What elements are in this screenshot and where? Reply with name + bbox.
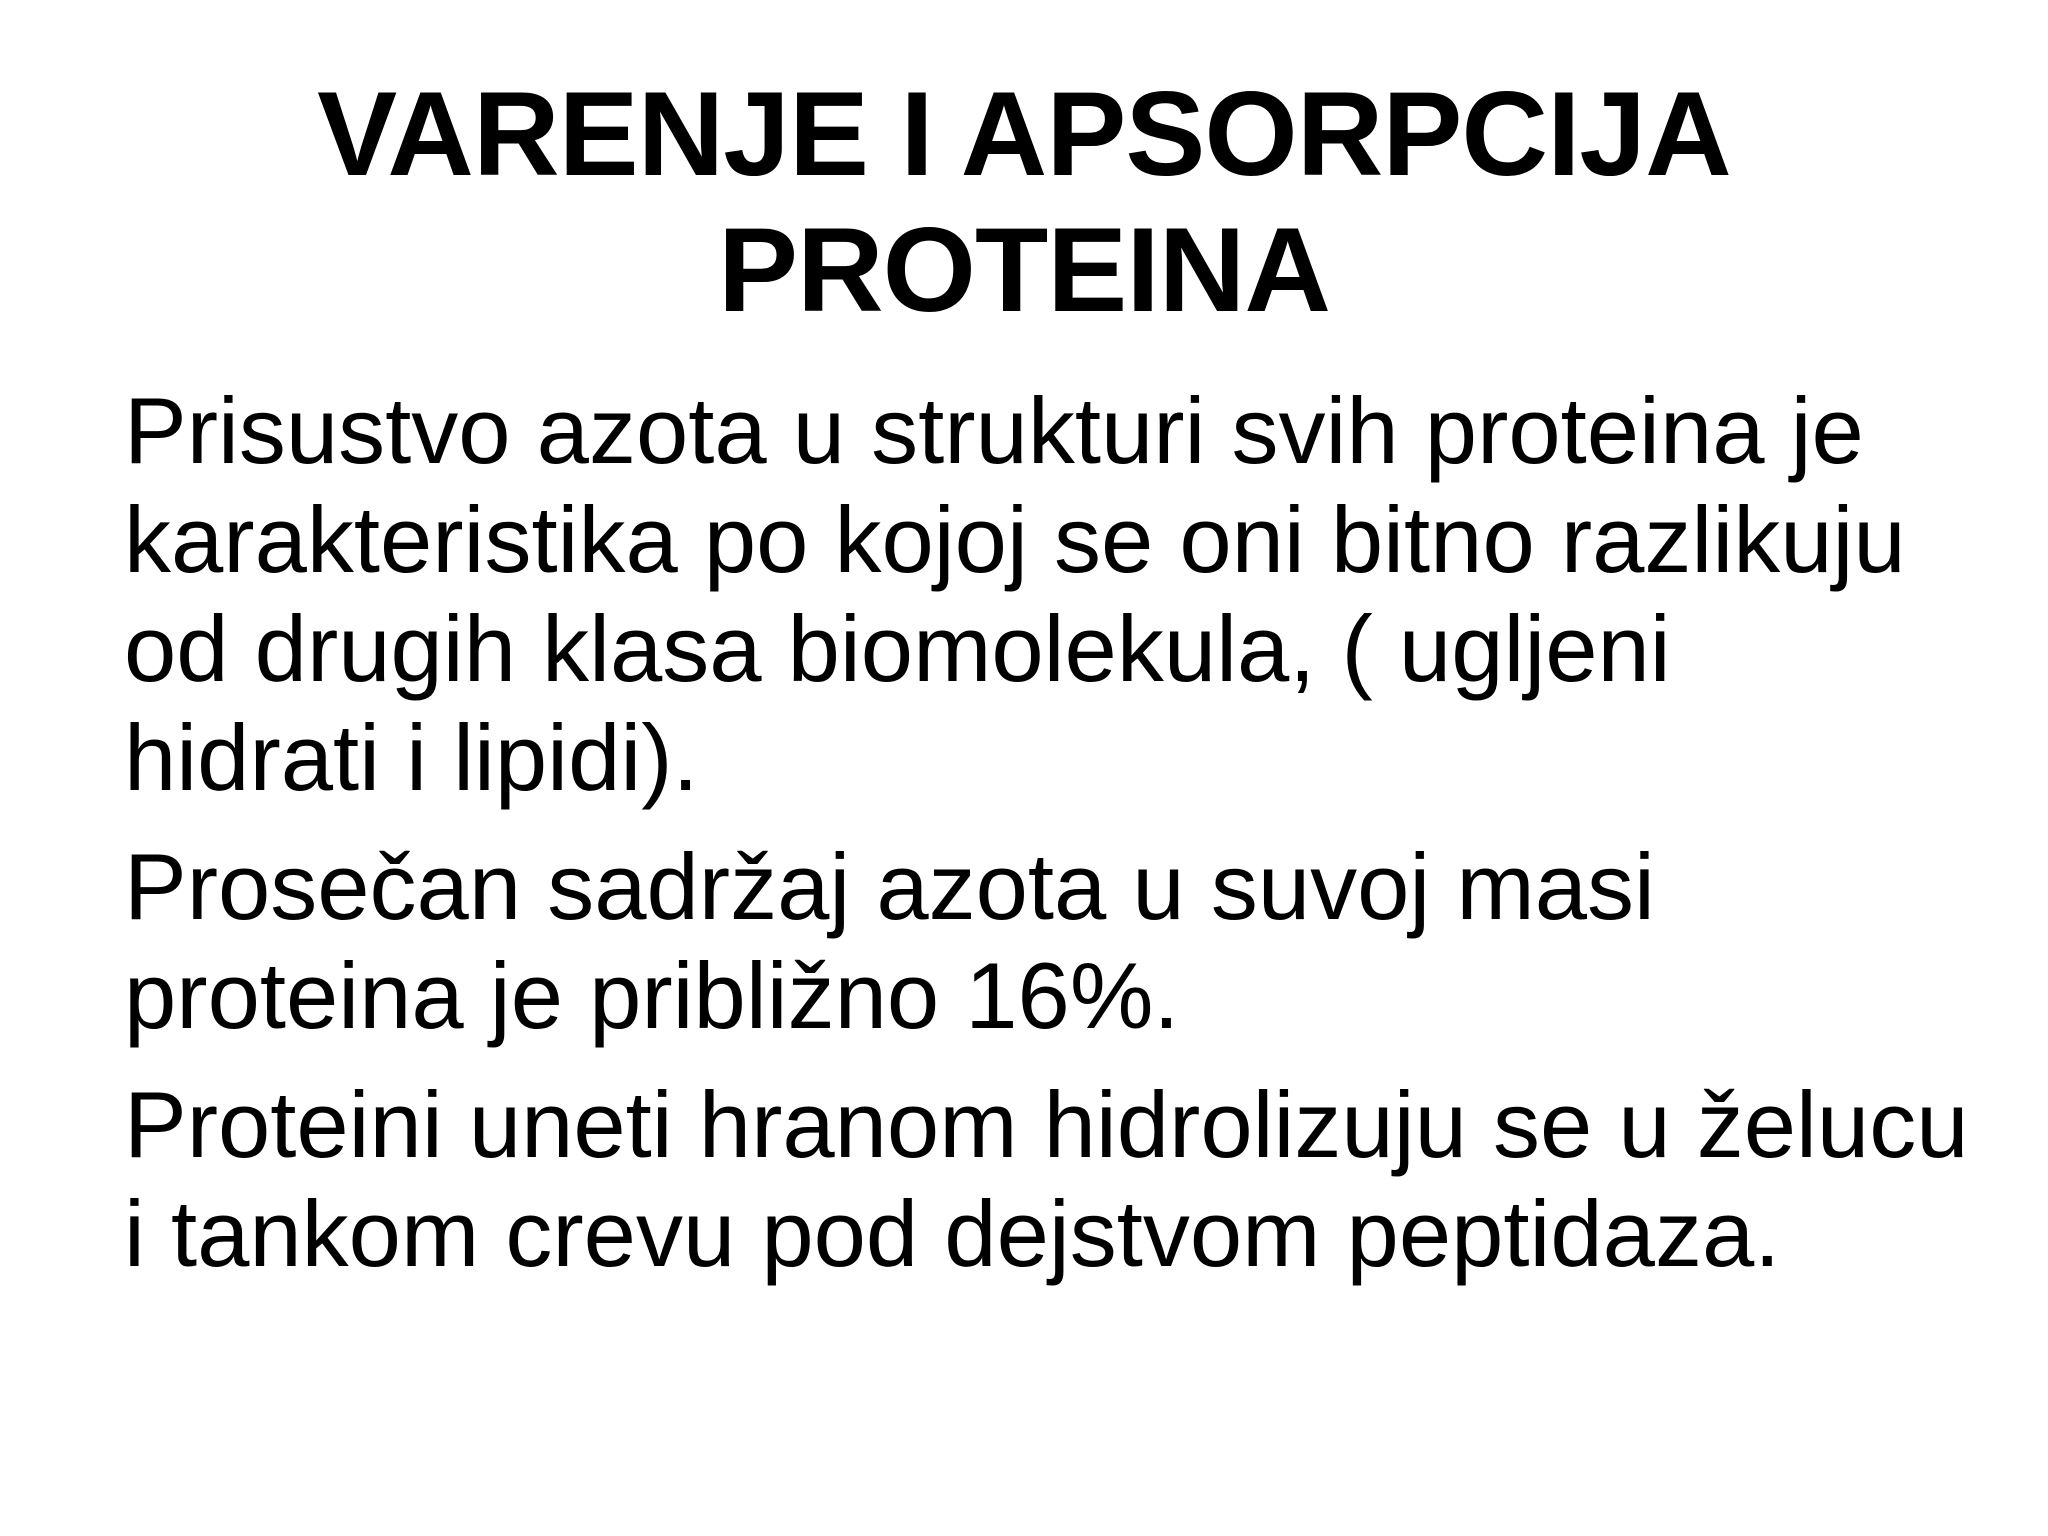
paragraph-line: Proteini uneti hranom hidrolizuju se u želucu — [124, 1072, 1969, 1177]
paragraph-nitrogen-presence — [124, 376, 2004, 812]
paragraph-line: proteina je približno 16%. — [124, 943, 1180, 1048]
paragraph-line: od drugih klasa biomolekula, ( ugljeni — [124, 596, 1671, 701]
paragraph-hydrolysis — [124, 1070, 2004, 1288]
paragraph-line: karakteristika po kojoj se oni bitno razlikuju — [124, 487, 1906, 592]
paragraph-line: hidrati i lipidi). — [124, 705, 699, 810]
slide-title-line-1: VARENJE I APSORPCIJA — [317, 67, 1731, 201]
paragraph-nitrogen-content — [124, 832, 2004, 1050]
paragraph-line: Prisustvo azota u strukturi svih proteina je — [124, 378, 1864, 483]
paragraph-line: i tankom crevu pod dejstvom peptidaza. — [124, 1181, 1781, 1286]
slide-title — [0, 66, 2048, 338]
slide-body — [124, 376, 2004, 1308]
paragraph-line: Prosečan sadržaj azota u suvoj masi — [124, 834, 1655, 939]
slide-title-line-2: PROTEINA — [717, 203, 1331, 337]
